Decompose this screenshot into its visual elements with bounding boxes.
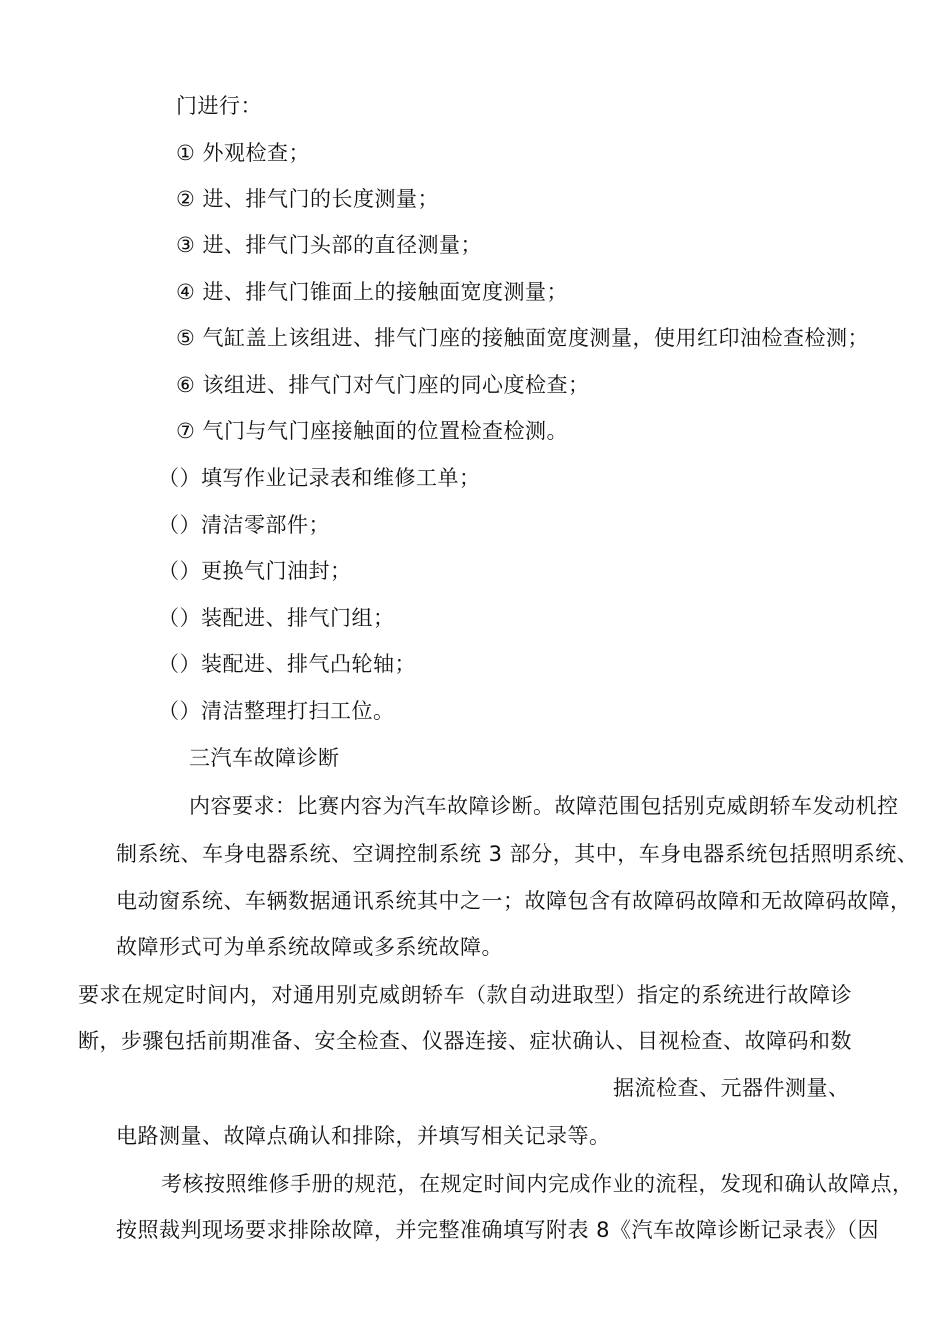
list-item-2: ② 进、排气门的长度测量； [176, 187, 440, 211]
step-item-1: （）填写作业记录表和维修工单； [158, 466, 481, 490]
paragraph-line: 断，步骤包括前期准备、安全检查、仪器连接、症状确认、目视检查、故障码和数 [78, 1029, 852, 1053]
list-item-5: ⑤ 气缸盖上该组进、排气门座的接触面宽度测量，使用红印油检查检测； [176, 326, 869, 350]
text-line-1: 门进行： [176, 94, 262, 118]
paragraph-line: 考核按照维修手册的规范，在规定时间内完成作业的流程，发现和确认故障点， [161, 1172, 914, 1196]
step-item-6: （）清洁整理打扫工位。 [158, 699, 395, 723]
step-item-5: （）装配进、排气凸轮轴； [158, 652, 416, 676]
paragraph-line: 电路测量、故障点确认和排除，并填写相关记录等。 [116, 1124, 611, 1148]
paragraph-line: 制系统、车身电器系统、空调控制系统 3 部分，其中，车身电器系统包括照明系统、 [116, 842, 919, 866]
step-item-3: （）更换气门油封； [158, 559, 352, 583]
paragraph-line: 按照裁判现场要求排除故障，并完整准确填写附表 8《汽车故障诊断记录表》（因 [116, 1218, 880, 1242]
step-item-2: （）清洁零部件； [158, 513, 330, 537]
paragraph-line: 故障形式可为单系统故障或多系统故障。 [116, 935, 503, 959]
list-item-3: ③ 进、排气门头部的直径测量； [176, 233, 483, 257]
paragraph-line: 要求在规定时间内，对通用别克威朗轿车（款自动进取型）指定的系统进行故障诊 [78, 983, 852, 1007]
paragraph-line: 据流检查、元器件测量、 [613, 1076, 850, 1100]
list-item-6: ⑥ 该组进、排气门对气门座的同心度检查； [176, 373, 590, 397]
list-item-1: ① 外观检查； [176, 141, 311, 165]
list-item-4: ④ 进、排气门锥面上的接触面宽度测量； [176, 280, 568, 304]
paragraph-line: 内容要求：比赛内容为汽车故障诊断。故障范围包括别克威朗轿车发动机控 [189, 794, 899, 818]
paragraph-line: 电动窗系统、车辆数据通讯系统其中之一；故障包含有故障码故障和无故障码故障， [116, 889, 912, 913]
section-heading: 三汽车故障诊断 [189, 746, 340, 770]
step-item-4: （）装配进、排气门组； [158, 606, 395, 630]
list-item-7: ⑦ 气门与气门座接触面的位置检查检测。 [176, 419, 568, 443]
